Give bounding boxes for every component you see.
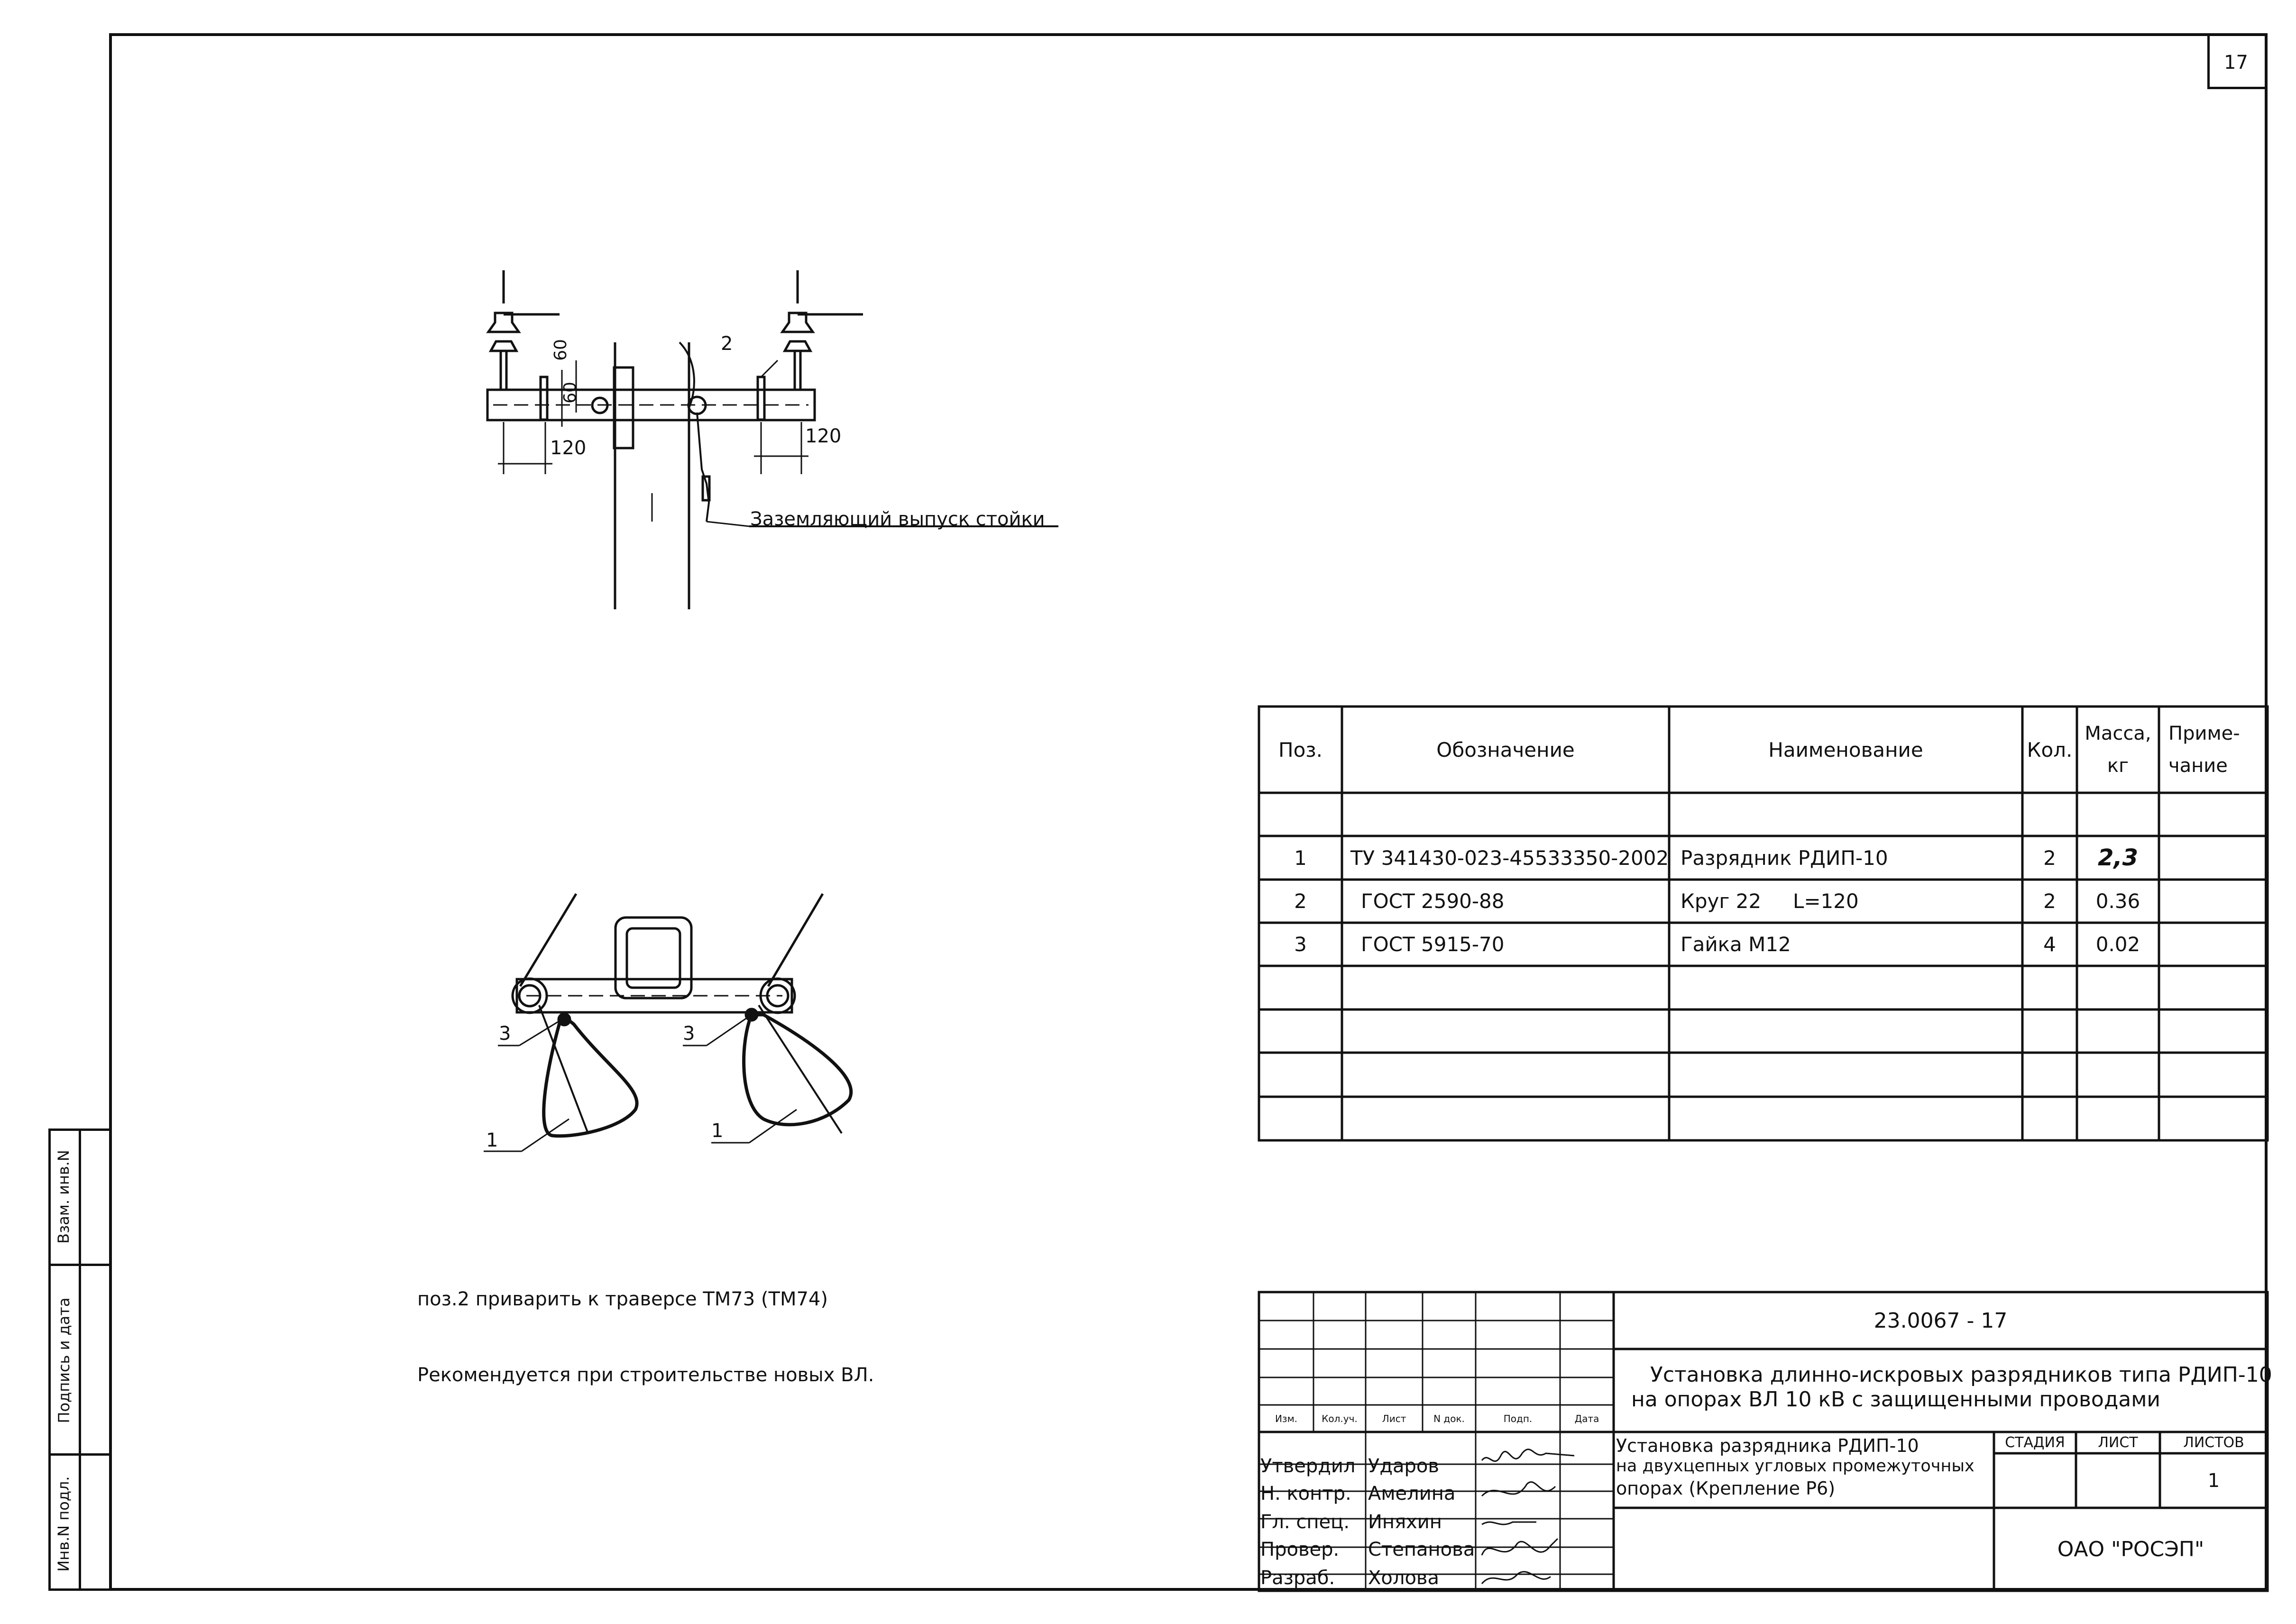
pos2-leader bbox=[761, 360, 778, 377]
dim-label-60-rotated: 60 bbox=[560, 382, 580, 404]
doc-code: 23.0067 - 17 bbox=[1874, 1308, 2008, 1333]
left-insulator-skirt2 bbox=[491, 341, 516, 351]
spec-cell-designation: ТУ 341430-023-45533350-2002 bbox=[1350, 846, 1669, 870]
arrester-left bbox=[544, 1015, 637, 1136]
sub-title-line1: Установка разрядника РДИП-10 bbox=[1616, 1435, 1919, 1456]
name-norm-control: Амелина bbox=[1368, 1483, 1456, 1505]
spec-cell-pos: 1 bbox=[1294, 846, 1307, 870]
pos-label-3-left: 3 bbox=[499, 1023, 511, 1045]
spec-header-note-line1: Приме- bbox=[2168, 723, 2240, 744]
name-checked: Степанова bbox=[1368, 1539, 1475, 1560]
pos-label-3-right: 3 bbox=[683, 1023, 695, 1045]
grounding-label: Заземляющий выпуск стойки bbox=[750, 508, 1045, 530]
spec-cell-note bbox=[2159, 923, 2268, 966]
spec-header-qty: Кол. bbox=[2027, 738, 2073, 762]
right-insulator-skirt2 bbox=[785, 341, 810, 351]
spec-cell-mass: 0.02 bbox=[2095, 933, 2140, 956]
organization: ОАО "РОСЭП" bbox=[2057, 1537, 2204, 1561]
note-recommendation: Рекомендуется при строительстве новых ВЛ. bbox=[417, 1364, 874, 1386]
ground-leader bbox=[707, 522, 749, 526]
spec-cell-note bbox=[2159, 836, 2268, 880]
name-developed: Холова bbox=[1368, 1567, 1439, 1589]
spec-header-mass bbox=[2077, 706, 2159, 793]
spec-cell-name: Гайка М12 bbox=[1681, 933, 1791, 956]
left-insulator-skirt bbox=[488, 313, 519, 332]
tb-col-data: Дата bbox=[1574, 1413, 1599, 1424]
spec-cell-qty: 2 bbox=[2043, 890, 2056, 913]
name-chief-spec: Иняхин bbox=[1368, 1511, 1442, 1533]
pos-label-1-left: 1 bbox=[486, 1129, 498, 1151]
spec-cell-pos: 2 bbox=[1294, 890, 1307, 913]
role-approved: Утвердил bbox=[1260, 1455, 1356, 1477]
pole-outline bbox=[615, 342, 689, 609]
note-weld: поз.2 приварить к траверсе ТМ73 (ТМ74) bbox=[417, 1288, 828, 1310]
role-developed: Разраб. bbox=[1260, 1567, 1335, 1589]
spec-cell-qty: 2 bbox=[2043, 846, 2056, 870]
spec-cell-name: Разрядник РДИП-10 bbox=[1681, 846, 1888, 870]
spec-header-pos: Поз. bbox=[1278, 738, 1322, 762]
pos-label-2: 2 bbox=[721, 333, 733, 355]
dim-label-60-vertical: 60 bbox=[551, 339, 570, 361]
wire-left bbox=[520, 894, 576, 986]
spec-header-note-line2: чание bbox=[2168, 755, 2228, 777]
spec-cell-note bbox=[2159, 880, 2268, 923]
arrester-right bbox=[744, 1015, 851, 1125]
spec-cell-mass: 2,3 bbox=[2097, 844, 2139, 871]
role-norm-control: Н. контр. bbox=[1260, 1483, 1351, 1505]
side-stamp-vzam: Взам. инв.N bbox=[55, 1150, 73, 1244]
sheet-label: ЛИСТ bbox=[2098, 1434, 2138, 1451]
spec-cell-name: Круг 22 L=120 bbox=[1681, 890, 1859, 913]
name-approved: Ударов bbox=[1368, 1455, 1439, 1477]
spec-cell-designation: ГОСТ 5915-70 bbox=[1361, 933, 1505, 956]
spec-header-designation: Обозначение bbox=[1436, 738, 1575, 762]
spec-header-mass-line1: Масса, bbox=[2085, 723, 2151, 744]
tb-col-ndok: N док. bbox=[1433, 1413, 1465, 1424]
bottom-view-drawing bbox=[484, 894, 851, 1151]
spec-cell-mass: 0.36 bbox=[2095, 890, 2140, 913]
doc-title-line1: Установка длинно-искровых разрядников типа РДИП-10 bbox=[1650, 1363, 2272, 1387]
side-stamp-podpis: Подпись и дата bbox=[55, 1297, 73, 1423]
dim-label-120-left: 120 bbox=[550, 437, 587, 459]
page-number: 17 bbox=[2224, 52, 2248, 73]
role-checked: Провер. bbox=[1260, 1539, 1340, 1560]
signature-amelina bbox=[1482, 1482, 1555, 1496]
spec-header-mass-line2: кг bbox=[2107, 755, 2129, 777]
tb-col-kol: Кол.уч. bbox=[1322, 1413, 1358, 1424]
tb-col-izm: Изм. bbox=[1275, 1413, 1298, 1424]
spec-cell-qty: 4 bbox=[2043, 933, 2056, 956]
dim-label-120-right: 120 bbox=[805, 425, 842, 447]
ground-wire bbox=[697, 413, 709, 522]
sub-title-line2: на двухцепных угловых промежуточных bbox=[1616, 1457, 1975, 1476]
rod-right bbox=[758, 377, 764, 420]
spec-header-note bbox=[2159, 706, 2268, 793]
nut-left bbox=[559, 1014, 570, 1025]
pos-label-1-right: 1 bbox=[711, 1120, 724, 1142]
sheets-label: ЛИСТОВ bbox=[2183, 1434, 2244, 1451]
tb-col-list: Лист bbox=[1382, 1413, 1406, 1424]
stage-label: СТАДИЯ bbox=[2005, 1434, 2065, 1451]
spec-header-name: Наименование bbox=[1768, 738, 1923, 762]
wire-right bbox=[768, 894, 823, 986]
sheets-value: 1 bbox=[2207, 1469, 2220, 1492]
role-chief-spec: Гл. спец. bbox=[1260, 1511, 1350, 1533]
signature-inyakhin bbox=[1482, 1522, 1536, 1524]
pole-clamp bbox=[614, 367, 633, 448]
spec-cell-designation: ГОСТ 2590-88 bbox=[1361, 890, 1505, 913]
doc-title-line2: на опорах ВЛ 10 кВ с защищенными проводами bbox=[1631, 1387, 2161, 1412]
tb-col-podp: Подп. bbox=[1503, 1413, 1533, 1424]
right-insulator-skirt bbox=[782, 313, 813, 332]
rod-left bbox=[541, 377, 547, 420]
sub-title-line3: опорах (Крепление Р6) bbox=[1616, 1478, 1836, 1499]
spec-cell-pos: 3 bbox=[1294, 933, 1307, 956]
side-stamp-inv: Инв.N подл. bbox=[55, 1476, 73, 1572]
